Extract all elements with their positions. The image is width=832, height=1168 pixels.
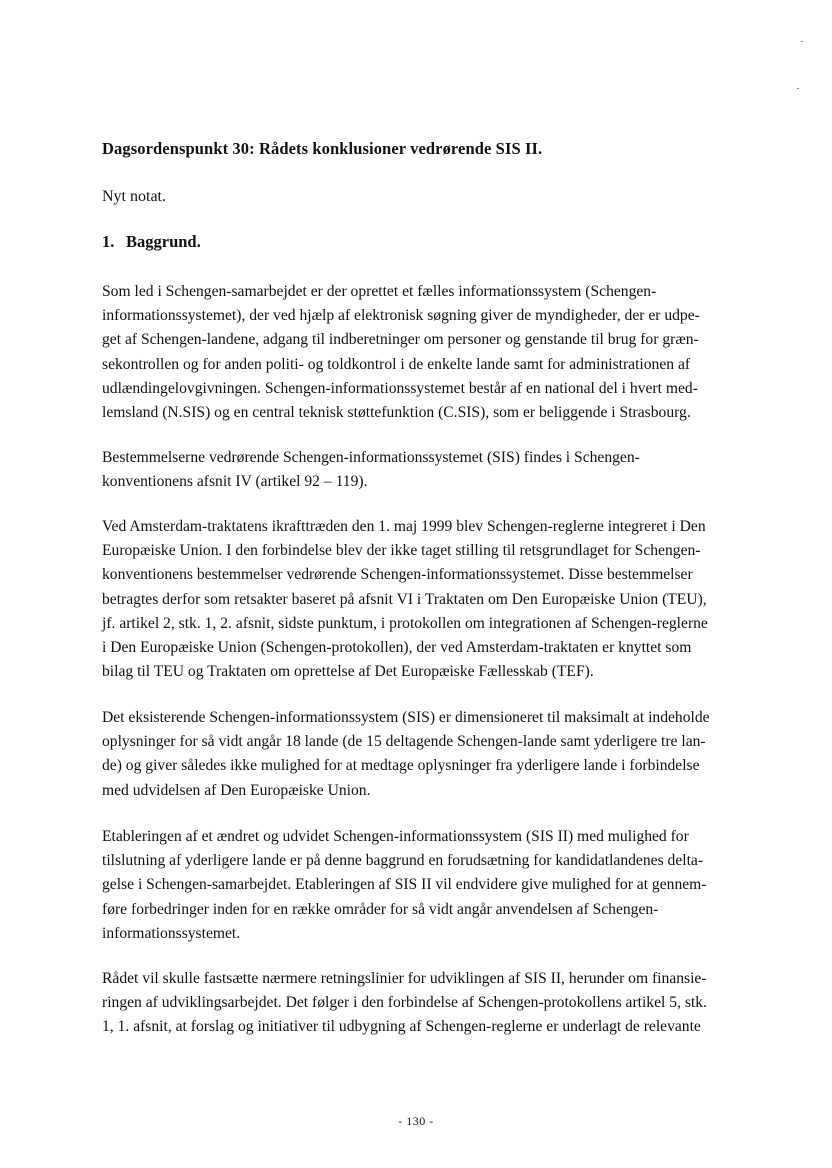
paragraph-2 — [102, 446, 762, 494]
paragraph-line: get af Schengen-landene, adgang til indberetninger om personer og genstande til brug for græn- — [102, 331, 699, 349]
paragraph-1 — [102, 280, 762, 425]
paragraph-4 — [102, 706, 762, 803]
paragraph-line: Rådet vil skulle fastsætte nærmere retningslinier for udviklingen af SIS II, herunder om finansie- — [102, 970, 707, 987]
paragraph-line: oplysninger for så vidt angår 18 lande (de 15 deltagende Schengen-lande samt yderligere tre lan- — [102, 733, 706, 751]
paragraph-line: i Den Europæiske Union (Schengen-protokollen), der ved Amsterdam-traktaten er knyttet som — [102, 639, 692, 657]
paragraph-5 — [102, 825, 762, 946]
section-number: 1. — [102, 232, 115, 251]
paragraph-line: ringen af udviklingsarbejdet. Det følger i den forbindelse af Schengen-protokollens artikel 5, stk. — [102, 994, 707, 1012]
paragraph-3 — [102, 515, 762, 684]
paragraph-line: Det eksisterende Schengen-informationssystem (SIS) er dimensioneret til maksimalt at indeholde — [102, 709, 710, 726]
paragraph-line: konventionens afsnit IV (artikel 92 – 119). — [102, 473, 368, 491]
paragraph-line: jf. artikel 2, stk. 1, 2. afsnit, sidste punktum, i protokollen om integrationen af Schengen-reglerne — [102, 614, 708, 632]
scan-speck — [797, 88, 799, 89]
paragraph-line: Ved Amsterdam-traktatens ikrafttræden den 1. maj 1999 blev Schengen-reglerne integreret i Den — [102, 518, 706, 535]
paragraph-line: Etableringen af et ændret og udvidet Schengen-informationssystem (SIS II) med mulighed for — [102, 828, 689, 845]
paragraph-line: Europæiske Union. I den forbindelse blev der ikke taget stilling til retsgrundlaget for Schengen- — [102, 542, 701, 560]
paragraph-line: føre forbedringer inden for en række områder for så vidt angår anvendelsen af Schengen- — [102, 900, 659, 918]
paragraph-line: med udvidelsen af Den Europæiske Union. — [102, 781, 371, 799]
paragraph-line: lemsland (N.SIS) og en central teknisk støttefunktion (C.SIS), som er beliggende i Strasbourg. — [102, 404, 691, 422]
paragraph-line: gelse i Schengen-samarbejdet. Etableringen af SIS II vil endvidere give mulighed for at gennem- — [102, 876, 707, 894]
paragraph-line: konventionens bestemmelser vedrørende Schengen-informationssystemet. Disse bestemmelser — [102, 566, 693, 584]
section-title: Baggrund. — [126, 232, 201, 251]
paragraph-line: Som led i Schengen-samarbejdet er der oprettet et fælles informationssystem (Schengen- — [102, 283, 657, 300]
paragraph-line: bilag til TEU og Traktaten om oprettelse af Det Europæiske Fællesskab (TEF). — [102, 663, 594, 681]
paragraph-line: betragtes derfor som retsakter baseret på afsnit VI i Traktaten om Den Europæiske Union (TEU), — [102, 590, 707, 608]
document-title: Dagsordenspunkt 30: Rådets konklusioner vedrørende SIS II. — [102, 139, 543, 158]
paragraph-line: udlændingelovgivningen. Schengen-informationssystemet består af en national del i hvert med- — [102, 379, 698, 397]
paragraph-line: informationssystemet), der ved hjælp af elektronisk søgning giver de myndigheder, der er udpe- — [102, 307, 700, 325]
section-heading — [102, 232, 201, 252]
scan-speck — [801, 41, 803, 42]
paragraph-line: tilslutning af yderligere lande er på denne baggrund en forudsætning for kandidatlandenes delta- — [102, 852, 704, 870]
paragraph-6 — [102, 967, 762, 1040]
paragraph-line: de) og giver således ikke mulighed for at medtage oplysninger fra yderligere lande i forbindelse — [102, 757, 700, 775]
document-subtitle: Nyt notat. — [102, 188, 166, 205]
paragraph-line: 1, 1. afsnit, at forslag og initiativer til udbygning af Schengen-reglerne er underlagt de relevante — [102, 1018, 701, 1036]
page-number: - 130 - — [398, 1114, 434, 1128]
paragraph-line: informationssystemet. — [102, 924, 241, 942]
paragraph-line: Bestemmelserne vedrørende Schengen-informationssystemet (SIS) findes i Schengen- — [102, 449, 640, 466]
paragraph-line: sekontrollen og for anden politi- og toldkontrol i de enkelte lande samt for administrationen af — [102, 355, 691, 373]
